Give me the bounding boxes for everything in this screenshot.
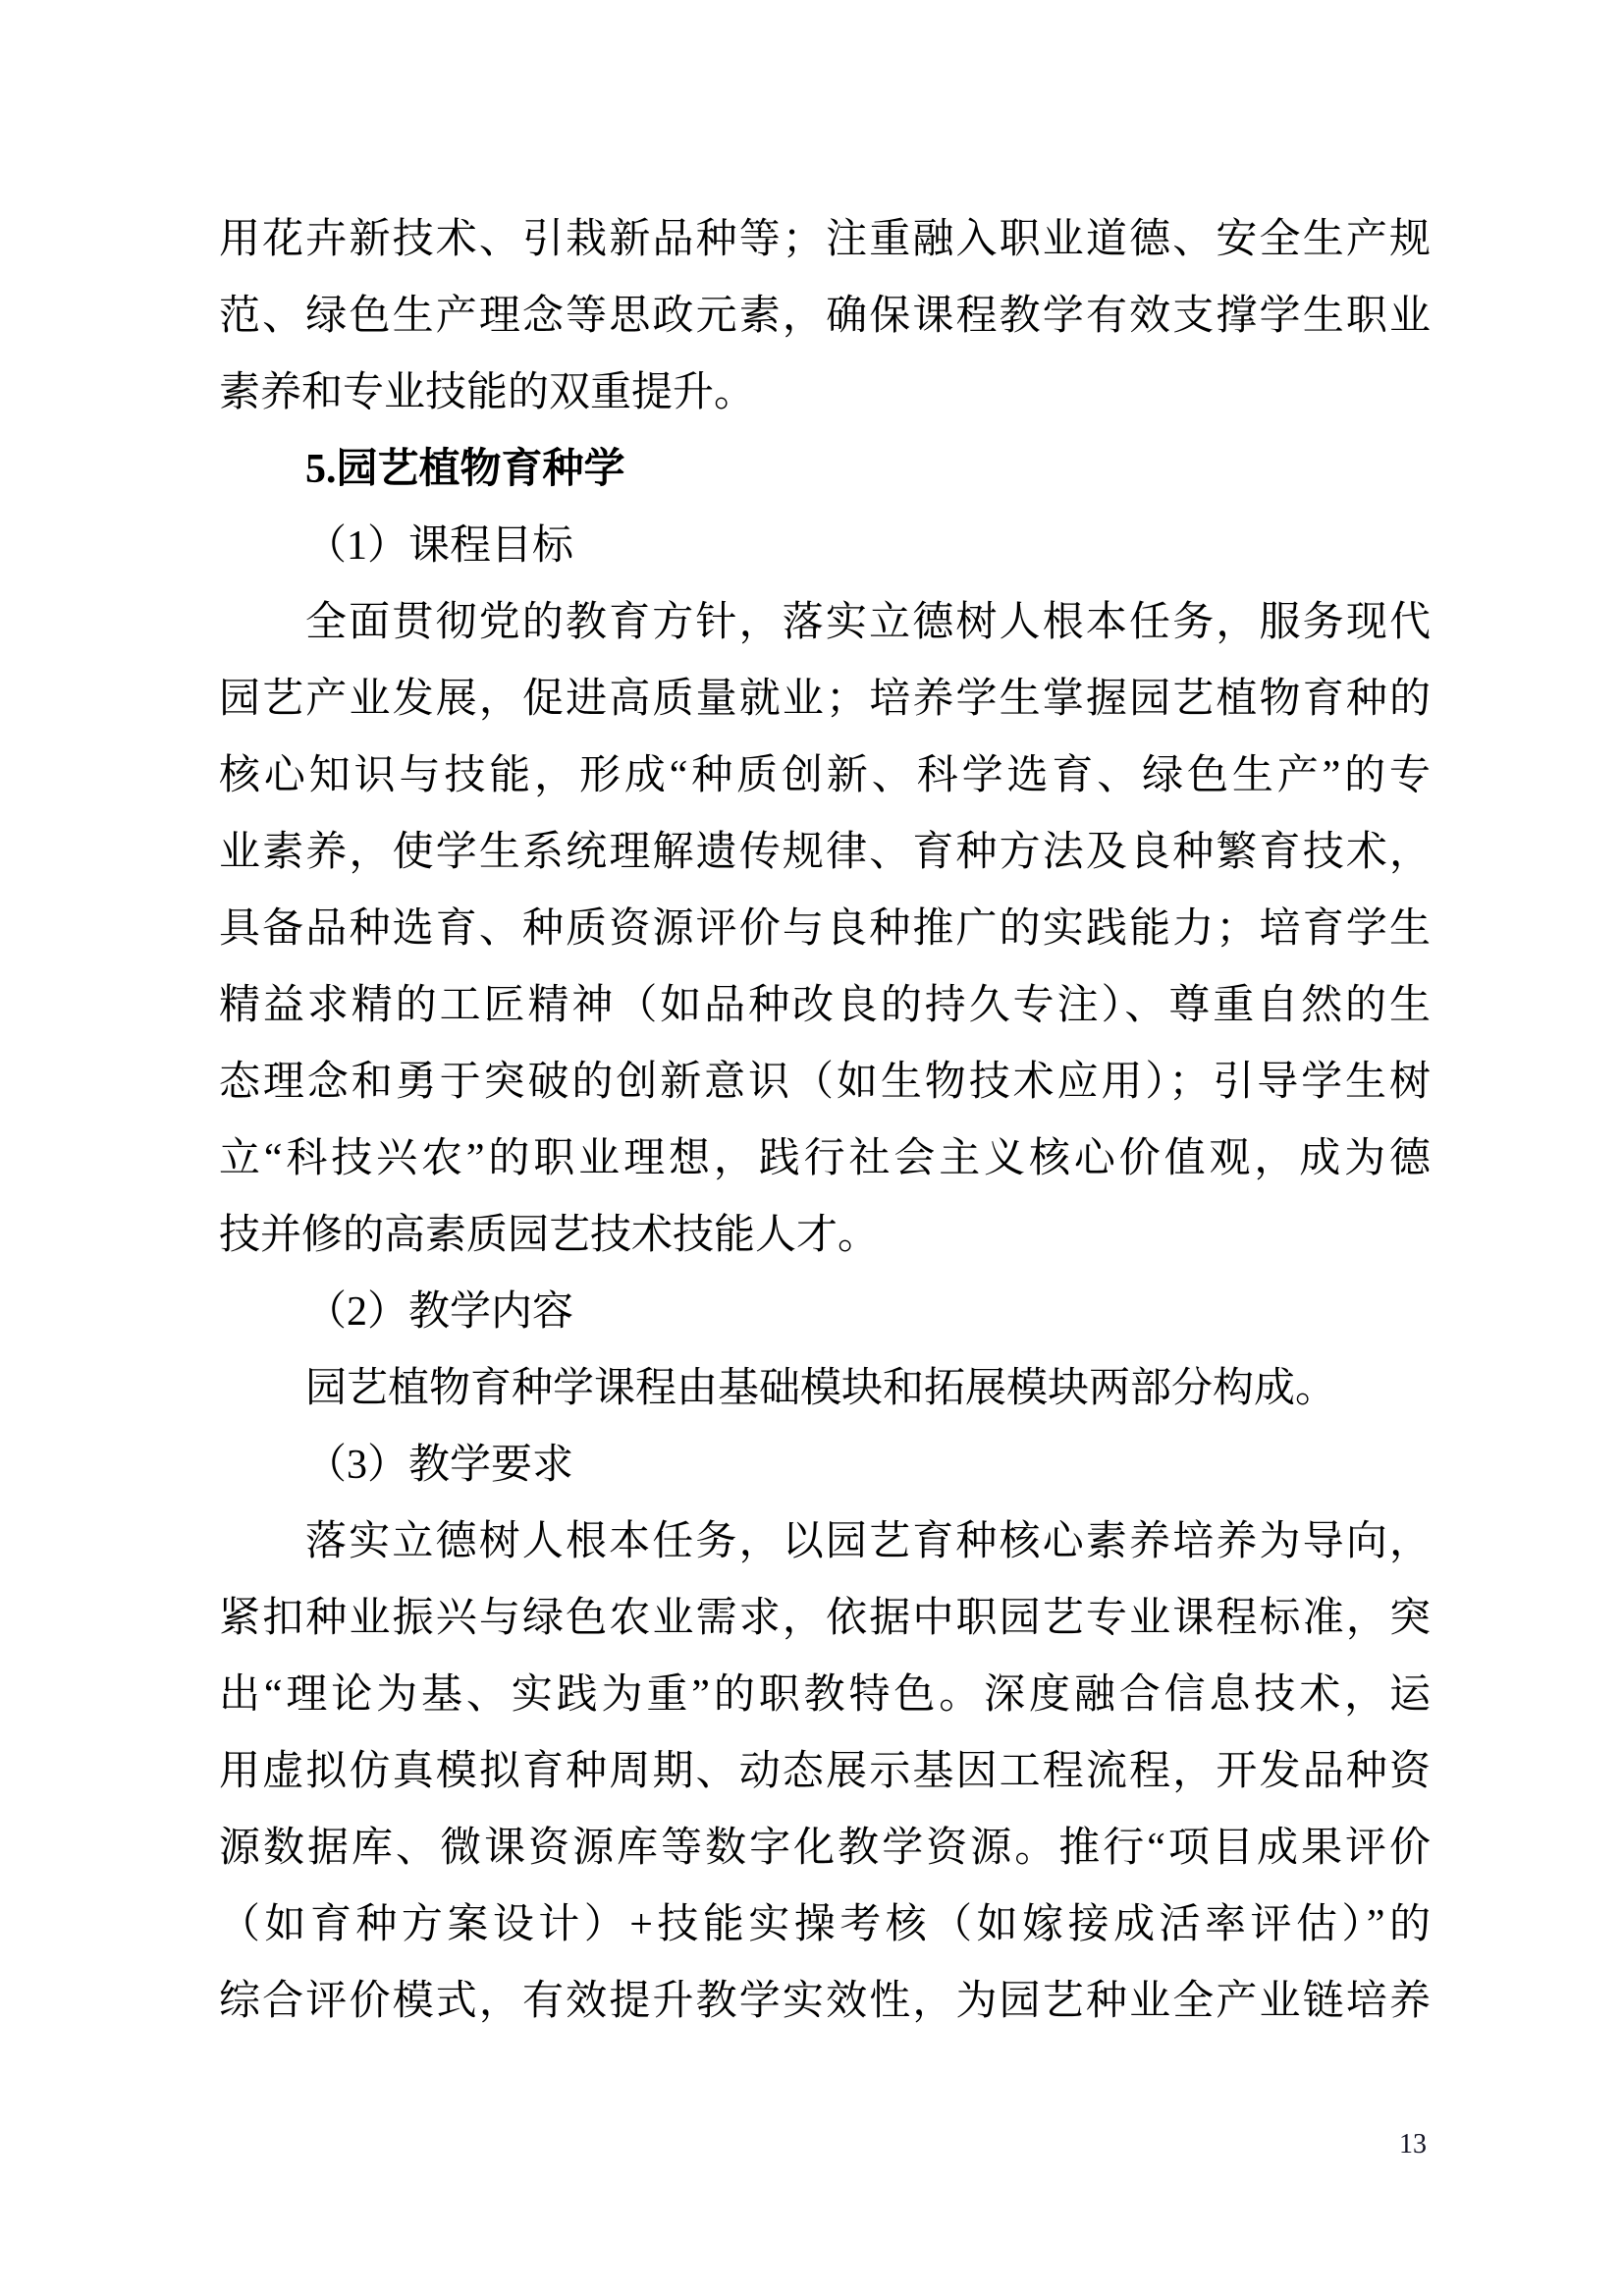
text-line: 全面贯彻党的教育方针，落实立德树人根本任务，服务现代 (305, 600, 1431, 645)
text-line: 范、绿色生产理念等思政元素，确保课程教学有效支撑学生职业 (219, 294, 1431, 339)
text-line: 源数据库、微课资源库等数字化教学资源。推行“项目成果评价 (219, 1826, 1431, 1871)
text-line: 技并修的高素质园艺技术技能人才。 (219, 1213, 880, 1258)
text-line: 精益求精的工匠精神（如品种改良的持久专注）、尊重自然的生 (219, 983, 1431, 1028)
text-line: 园艺植物育种学课程由基础模块和拓展模块两部分构成。 (305, 1366, 1337, 1411)
text-line: 立“科技兴农”的职业理想，践行社会主义核心价值观，成为德 (219, 1136, 1431, 1181)
text-line: 综合评价模式，有效提升教学实效性，为园艺种业全产业链培养 (219, 1979, 1431, 2024)
text-line: （如育种方案设计）+技能实操考核（如嫁接成活率评估）”的 (219, 1902, 1431, 1947)
text-line: 用虚拟仿真模拟育种周期、动态展示基因工程流程，开发品种资 (219, 1749, 1431, 1794)
text-line: 具备品种选育、种质资源评价与良种推广的实践能力；培育学生 (219, 906, 1431, 952)
subsection-heading: （3）教学要求 (305, 1443, 574, 1488)
text-line: 用花卉新技术、引栽新品种等；注重融入职业道德、安全生产规 (219, 217, 1431, 262)
subsection-heading: （2）教学内容 (305, 1289, 574, 1335)
text-line: 素养和专业技能的双重提升。 (219, 370, 756, 415)
text-line: 紧扣种业振兴与绿色农业需求，依据中职园艺专业课程标准，突 (219, 1596, 1431, 1641)
subsection-heading: （1）课程目标 (305, 523, 574, 569)
text-line: 出“理论为基、实践为重”的职教特色。深度融合信息技术，运 (219, 1672, 1431, 1718)
text-line: 园艺产业发展，促进高质量就业；培养学生掌握园艺植物育种的 (219, 677, 1431, 722)
text-line: 核心知识与技能，形成“种质创新、科学选育、绿色生产”的专 (219, 753, 1431, 798)
text-line: 落实立德树人根本任务，以园艺育种核心素养培养为导向， (305, 1519, 1431, 1564)
text-line: 态理念和勇于突破的创新意识（如生物技术应用）；引导学生树 (219, 1060, 1431, 1105)
text-block (219, 201, 1431, 2040)
section-heading: 5.园艺植物育种学 (305, 447, 625, 492)
page-number: 13 (1399, 2129, 1427, 2159)
text-line: 业素养，使学生系统理解遗传规律、育种方法及良种繁育技术， (219, 830, 1431, 875)
